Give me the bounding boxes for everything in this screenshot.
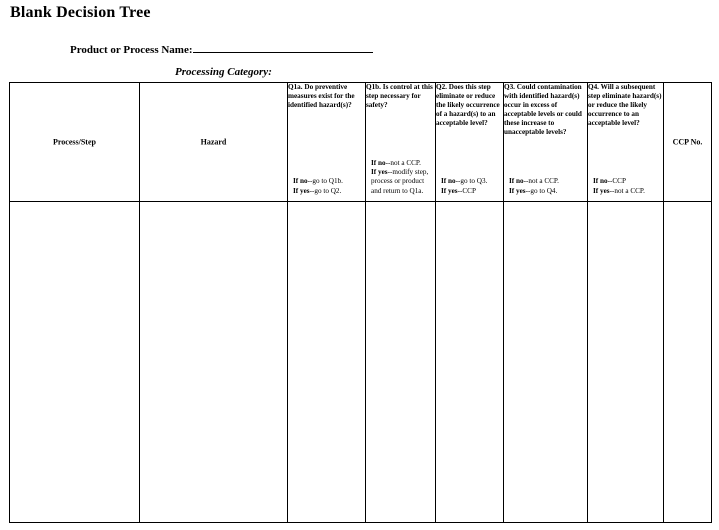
cell-ccp-no[interactable] (664, 202, 712, 523)
q1b-answers: If no--not a CCP. If yes--modify step, process or product and return to Q1a. (371, 158, 429, 195)
column-header-hazard: Hazard (140, 83, 288, 202)
cell-hazard[interactable] (140, 202, 288, 523)
q4-answers: If no--CCP If yes--not a CCP. (593, 177, 645, 195)
table-row (10, 202, 712, 523)
product-or-process-name-field (70, 41, 373, 56)
product-or-process-name-input[interactable] (193, 41, 373, 53)
cell-q1a[interactable] (288, 202, 366, 523)
q3-answers: If no--not a CCP. If yes--go to Q4. (509, 177, 559, 195)
q2-answers: If no--go to Q3. If yes--CCP (441, 177, 488, 195)
cell-q4[interactable] (588, 202, 664, 523)
table-header-row (10, 83, 712, 202)
cell-q2[interactable] (436, 202, 504, 523)
q1a-answers: If no--go to Q1b. If yes--go to Q2. (293, 177, 343, 195)
column-header-q2: Q2. Does this step eliminate or reduce the likely occurrence of a hazard(s) to an acceptable level? If no--go to Q3. If yes--CCP (436, 83, 504, 202)
column-header-ccp-no: CCP No. (664, 83, 712, 202)
processing-category-field (175, 66, 272, 78)
cell-process-step[interactable] (10, 202, 140, 523)
decision-tree-table (9, 82, 712, 523)
column-header-process-step: Process/Step (10, 83, 140, 202)
cell-q1b[interactable] (366, 202, 436, 523)
column-header-q4: Q4. Will a subsequent step eliminate hazard(s) or reduce the likely occurrence to an acceptable level? If no--CCP If yes--not a CCP. (588, 83, 664, 202)
column-header-q1a: Q1a. Do preventive measures exist for the identified hazard(s)? If no--go to Q1b. If yes--go to Q2. (288, 83, 366, 202)
cell-q3[interactable] (504, 202, 588, 523)
column-header-q1b: Q1b. Is control at this step necessary for safety? If no--not a CCP. If yes--modify step, process or product and return to Q1a. (366, 83, 436, 202)
processing-category-label: Processing Category: (175, 66, 272, 78)
column-header-q3: Q3. Could contamination with identified hazard(s) occur in excess of acceptable levels or could these increase to unacceptable levels? If no--not a CCP. If yes--go to Q4. (504, 83, 588, 202)
product-or-process-name-label: Product or Process Name: (70, 44, 193, 56)
page-title: Blank Decision Tree (10, 4, 151, 21)
